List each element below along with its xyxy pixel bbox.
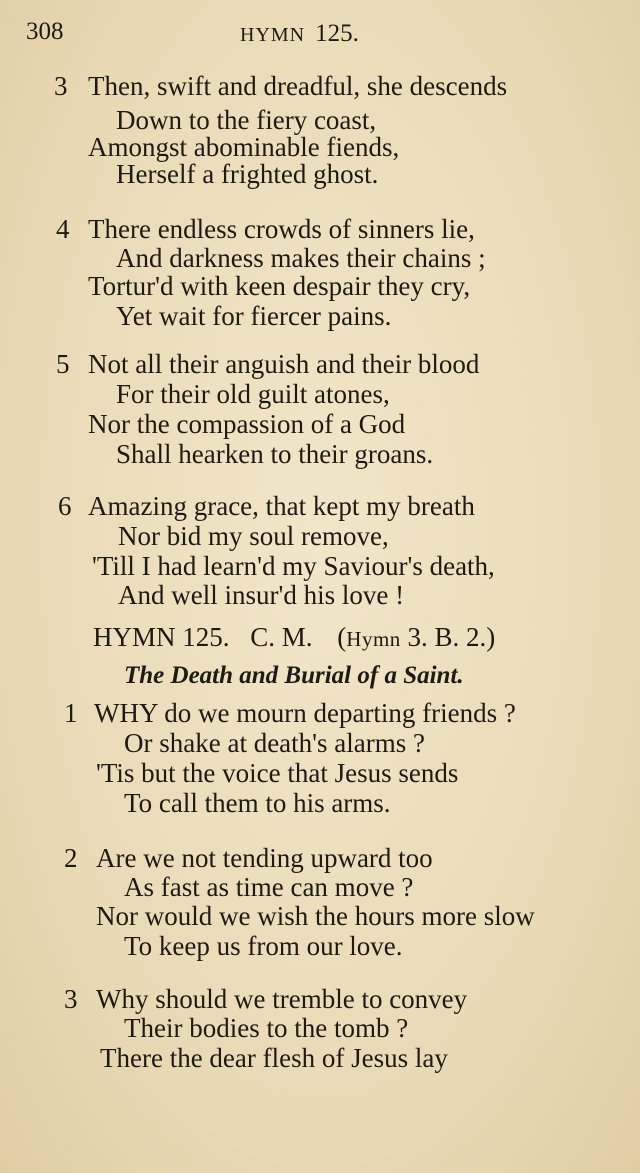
verse-line: Why should we tremble to convey bbox=[96, 984, 468, 1014]
verse-line: Not all their anguish and their blood bbox=[88, 349, 480, 379]
verse-line: To keep us from our love. bbox=[124, 931, 403, 961]
hymn-reference bbox=[337, 622, 495, 652]
verse-line: There the dear flesh of Jesus lay bbox=[100, 1043, 448, 1073]
page-number: 308 bbox=[26, 18, 64, 45]
verse-line: As fast as time can move ? bbox=[124, 872, 414, 902]
verse-line: Amazing grace, that kept my breath bbox=[88, 491, 475, 521]
verse-line: Or shake at death's alarms ? bbox=[124, 728, 425, 758]
stanza-number: 1 bbox=[64, 698, 78, 728]
verse-line: 'Till I had learn'd my Saviour's death, bbox=[92, 551, 495, 581]
hymn-meter: C. M. bbox=[250, 622, 313, 652]
verse-line: Tortur'd with keen despair they cry, bbox=[88, 271, 471, 301]
stanza-number: 6 bbox=[58, 491, 72, 521]
verse-line: Yet wait for fiercer pains. bbox=[116, 301, 392, 331]
verse-line: Nor bid my soul remove, bbox=[118, 521, 389, 551]
verse-line: Shall hearken to their groans. bbox=[116, 439, 434, 469]
page-header bbox=[0, 14, 640, 50]
running-head bbox=[240, 20, 359, 48]
verse-line: Herself a frighted ghost. bbox=[116, 159, 379, 189]
hymn-title bbox=[93, 622, 495, 653]
stanza-number: 2 bbox=[64, 843, 78, 873]
verse-line: To call them to his arms. bbox=[124, 788, 391, 818]
hymn-subtitle: The Death and Burial of a Saint. bbox=[124, 662, 464, 689]
verse-line: And well insur'd his love ! bbox=[118, 580, 405, 610]
hymn-reference-word: Hymn bbox=[346, 627, 401, 651]
verse-line: And darkness makes their chains ; bbox=[116, 243, 486, 273]
hymn-reference-rest: 3. B. 2.) bbox=[407, 622, 496, 652]
verse-line: There endless crowds of sinners lie, bbox=[88, 214, 475, 244]
verse-line: Down to the fiery coast, bbox=[116, 105, 377, 135]
verse-line: Amongst abominable fiends, bbox=[88, 132, 400, 162]
verse-line: Are we not tending upward too bbox=[96, 843, 433, 873]
stanza-number: 5 bbox=[56, 349, 70, 379]
stanza-number: 4 bbox=[56, 214, 70, 244]
stanza-number: 3 bbox=[54, 71, 68, 101]
verse-line: 'Tis but the voice that Jesus sends bbox=[96, 758, 459, 788]
verse-line: Then, swift and dreadful, she descends bbox=[88, 71, 508, 101]
hymn-reference-open: ( bbox=[337, 622, 347, 652]
hymn-number: HYMN 125. bbox=[93, 622, 230, 652]
stanza-number: 3 bbox=[64, 984, 78, 1014]
verse-line: Nor the compassion of a God bbox=[88, 409, 406, 439]
verse-line: For their old guilt atones, bbox=[116, 379, 390, 409]
verse-line: Nor would we wish the hours more slow bbox=[96, 901, 535, 931]
running-head-number: 125. bbox=[315, 20, 359, 47]
verse-line: Their bodies to the tomb ? bbox=[124, 1013, 409, 1043]
running-head-label: HYMN bbox=[240, 24, 306, 46]
verse-line: WHY do we mourn departing friends ? bbox=[94, 698, 516, 728]
